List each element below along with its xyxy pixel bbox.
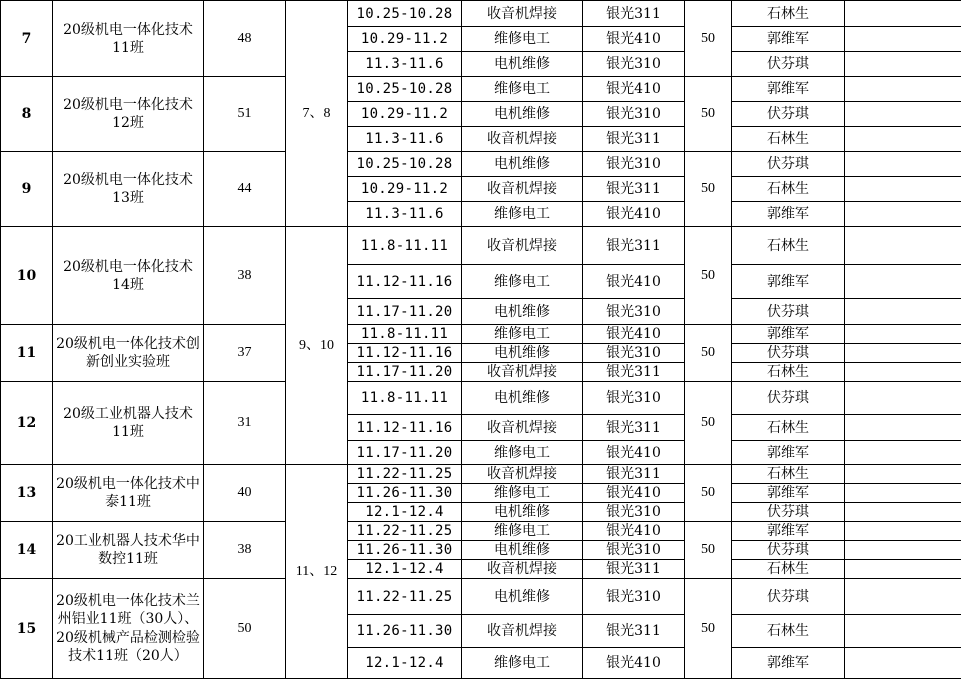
training-room: 银光310: [583, 102, 685, 127]
student-count: 37: [204, 325, 286, 382]
remarks-cell: [845, 484, 961, 503]
table-row: [1, 579, 961, 615]
table-row: [1, 227, 961, 265]
remarks-cell: [845, 1, 961, 27]
class-name: 20级机电一体化技术12班: [53, 77, 204, 152]
class-name: 20级机电一体化技术13班: [53, 152, 204, 227]
training-room: 银光310: [583, 541, 685, 560]
teacher-name: 石林生: [732, 615, 845, 648]
training-project: 维修电工: [462, 441, 583, 465]
table-row: [1, 77, 961, 102]
teacher-name: 郭维军: [732, 484, 845, 503]
class-number: 8: [1, 77, 53, 152]
teacher-name: 伏芬琪: [732, 579, 845, 615]
training-room: 银光310: [583, 382, 685, 415]
student-count: 38: [204, 522, 286, 579]
training-room: 银光311: [583, 415, 685, 441]
student-count: 38: [204, 227, 286, 325]
class-number: 14: [1, 522, 53, 579]
session-date: 11.8-11.11: [348, 227, 462, 265]
training-room: 银光311: [583, 177, 685, 202]
teacher-name: 伏芬琪: [732, 344, 845, 363]
teacher-name: 伏芬琪: [732, 382, 845, 415]
training-room: 银光410: [583, 441, 685, 465]
session-date: 11.26-11.30: [348, 484, 462, 503]
training-project: 收音机焊接: [462, 560, 583, 579]
session-date: 11.22-11.25: [348, 465, 462, 484]
training-project: 维修电工: [462, 27, 583, 52]
class-name: 20级机电一体化技术创新创业实验班: [53, 325, 204, 382]
training-room: 银光310: [583, 503, 685, 522]
teacher-name: 伏芬琪: [732, 299, 845, 325]
training-room: 银光311: [583, 127, 685, 152]
session-date: 11.22-11.25: [348, 579, 462, 615]
training-room: 银光311: [583, 227, 685, 265]
session-date: 10.29-11.2: [348, 102, 462, 127]
remarks-cell: [845, 265, 961, 299]
training-room: 银光410: [583, 484, 685, 503]
training-room: 银光311: [583, 363, 685, 382]
session-date: 11.3-11.6: [348, 52, 462, 77]
training-hours: 50: [685, 152, 732, 227]
teacher-name: 石林生: [732, 363, 845, 382]
teacher-name: 石林生: [732, 415, 845, 441]
remarks-cell: [845, 382, 961, 415]
remarks-cell: [845, 227, 961, 265]
class-name: 20级机电一体化技术14班: [53, 227, 204, 325]
teacher-name: 伏芬琪: [732, 541, 845, 560]
training-project: 收音机焊接: [462, 415, 583, 441]
training-project: 收音机焊接: [462, 363, 583, 382]
remarks-cell: [845, 560, 961, 579]
teacher-name: 石林生: [732, 127, 845, 152]
training-room: 银光410: [583, 522, 685, 541]
teacher-name: 石林生: [732, 465, 845, 484]
training-project: 电机维修: [462, 344, 583, 363]
teacher-name: 石林生: [732, 227, 845, 265]
remarks-cell: [845, 102, 961, 127]
class-number: 9: [1, 152, 53, 227]
training-weeks: 11、12: [286, 465, 348, 679]
remarks-cell: [845, 77, 961, 102]
training-room: 银光410: [583, 27, 685, 52]
teacher-name: 郭维军: [732, 77, 845, 102]
session-date: 11.17-11.20: [348, 299, 462, 325]
class-number: 15: [1, 579, 53, 679]
remarks-cell: [845, 344, 961, 363]
teacher-name: 伏芬琪: [732, 152, 845, 177]
training-weeks: 9、10: [286, 227, 348, 465]
student-count: 48: [204, 1, 286, 77]
teacher-name: 伏芬琪: [732, 503, 845, 522]
training-room: 银光410: [583, 648, 685, 679]
class-number: 7: [1, 1, 53, 77]
remarks-cell: [845, 441, 961, 465]
session-date: 11.12-11.16: [348, 415, 462, 441]
class-number: 12: [1, 382, 53, 465]
session-date: 10.25-10.28: [348, 152, 462, 177]
session-date: 11.17-11.20: [348, 441, 462, 465]
training-hours: 50: [685, 77, 732, 152]
teacher-name: 郭维军: [732, 648, 845, 679]
session-date: 12.1-12.4: [348, 503, 462, 522]
training-room: 银光310: [583, 579, 685, 615]
remarks-cell: [845, 522, 961, 541]
session-date: 11.3-11.6: [348, 202, 462, 227]
training-project: 电机维修: [462, 102, 583, 127]
training-project: 维修电工: [462, 265, 583, 299]
training-hours: 50: [685, 382, 732, 465]
table-row: [1, 465, 961, 484]
training-project: 收音机焊接: [462, 227, 583, 265]
training-project: 收音机焊接: [462, 127, 583, 152]
remarks-cell: [845, 465, 961, 484]
remarks-cell: [845, 202, 961, 227]
teacher-name: 伏芬琪: [732, 52, 845, 77]
training-room: 银光410: [583, 202, 685, 227]
teacher-name: 郭维军: [732, 522, 845, 541]
training-project: 电机维修: [462, 299, 583, 325]
class-name: 20级机电一体化技术11班: [53, 1, 204, 77]
table-row: [1, 522, 961, 541]
teacher-name: 石林生: [732, 1, 845, 27]
training-room: 银光311: [583, 1, 685, 27]
training-room: 银光410: [583, 265, 685, 299]
training-hours: 50: [685, 522, 732, 579]
session-date: 11.12-11.16: [348, 265, 462, 299]
remarks-cell: [845, 648, 961, 679]
training-project: 电机维修: [462, 579, 583, 615]
table-row: [1, 325, 961, 344]
remarks-cell: [845, 615, 961, 648]
remarks-cell: [845, 299, 961, 325]
training-project: 收音机焊接: [462, 177, 583, 202]
class-name: 20级机电一体化技术兰州铝业11班（30人）、20级机械产品检测检验技术11班（20人）: [53, 579, 204, 679]
session-date: 11.12-11.16: [348, 344, 462, 363]
class-number: 10: [1, 227, 53, 325]
training-hours: 50: [685, 1, 732, 77]
remarks-cell: [845, 415, 961, 441]
teacher-name: 郭维军: [732, 202, 845, 227]
session-date: 11.8-11.11: [348, 382, 462, 415]
teacher-name: 郭维军: [732, 27, 845, 52]
remarks-cell: [845, 27, 961, 52]
training-hours: 50: [685, 579, 732, 679]
session-date: 11.17-11.20: [348, 363, 462, 382]
training-project: 维修电工: [462, 202, 583, 227]
training-project: 维修电工: [462, 648, 583, 679]
training-room: 银光310: [583, 299, 685, 325]
session-date: 10.25-10.28: [348, 77, 462, 102]
session-date: 10.29-11.2: [348, 177, 462, 202]
remarks-cell: [845, 363, 961, 382]
remarks-cell: [845, 503, 961, 522]
teacher-name: 郭维军: [732, 325, 845, 344]
training-room: 银光311: [583, 615, 685, 648]
teacher-name: 郭维军: [732, 265, 845, 299]
session-date: 12.1-12.4: [348, 648, 462, 679]
training-room: 银光310: [583, 52, 685, 77]
class-name: 20级工业机器人技术11班: [53, 382, 204, 465]
student-count: 31: [204, 382, 286, 465]
training-room: 银光310: [583, 152, 685, 177]
session-date: 11.3-11.6: [348, 127, 462, 152]
table-row: [1, 152, 961, 177]
remarks-cell: [845, 325, 961, 344]
training-room: 银光311: [583, 560, 685, 579]
training-project: 维修电工: [462, 325, 583, 344]
training-project: 电机维修: [462, 541, 583, 560]
table-row: [1, 382, 961, 415]
training-project: 维修电工: [462, 484, 583, 503]
teacher-name: 伏芬琪: [732, 102, 845, 127]
schedule-body: [1, 1, 961, 679]
training-project: 维修电工: [462, 77, 583, 102]
student-count: 50: [204, 579, 286, 679]
training-project: 电机维修: [462, 152, 583, 177]
session-date: 11.22-11.25: [348, 522, 462, 541]
training-project: 收音机焊接: [462, 465, 583, 484]
session-date: 10.29-11.2: [348, 27, 462, 52]
teacher-name: 石林生: [732, 177, 845, 202]
student-count: 51: [204, 77, 286, 152]
training-room: 银光410: [583, 77, 685, 102]
student-count: 44: [204, 152, 286, 227]
remarks-cell: [845, 127, 961, 152]
class-number: 11: [1, 325, 53, 382]
training-project: 收音机焊接: [462, 1, 583, 27]
training-room: 银光311: [583, 465, 685, 484]
training-project: 电机维修: [462, 503, 583, 522]
training-weeks: 7、8: [286, 1, 348, 227]
remarks-cell: [845, 541, 961, 560]
training-room: 银光410: [583, 325, 685, 344]
remarks-cell: [845, 152, 961, 177]
training-hours: 50: [685, 227, 732, 325]
remarks-cell: [845, 177, 961, 202]
training-project: 维修电工: [462, 522, 583, 541]
training-hours: 50: [685, 465, 732, 522]
remarks-cell: [845, 52, 961, 77]
student-count: 40: [204, 465, 286, 522]
session-date: 12.1-12.4: [348, 560, 462, 579]
table-row: [1, 1, 961, 27]
teacher-name: 郭维军: [732, 441, 845, 465]
class-number: 13: [1, 465, 53, 522]
session-date: 11.8-11.11: [348, 325, 462, 344]
training-hours: 50: [685, 325, 732, 382]
session-date: 10.25-10.28: [348, 1, 462, 27]
session-date: 11.26-11.30: [348, 541, 462, 560]
teacher-name: 石林生: [732, 560, 845, 579]
training-project: 收音机焊接: [462, 615, 583, 648]
remarks-cell: [845, 579, 961, 615]
training-room: 银光310: [583, 344, 685, 363]
training-project: 电机维修: [462, 52, 583, 77]
class-name: 20工业机器人技术华中数控11班: [53, 522, 204, 579]
session-date: 11.26-11.30: [348, 615, 462, 648]
class-name: 20级机电一体化技术中泰11班: [53, 465, 204, 522]
training-project: 电机维修: [462, 382, 583, 415]
